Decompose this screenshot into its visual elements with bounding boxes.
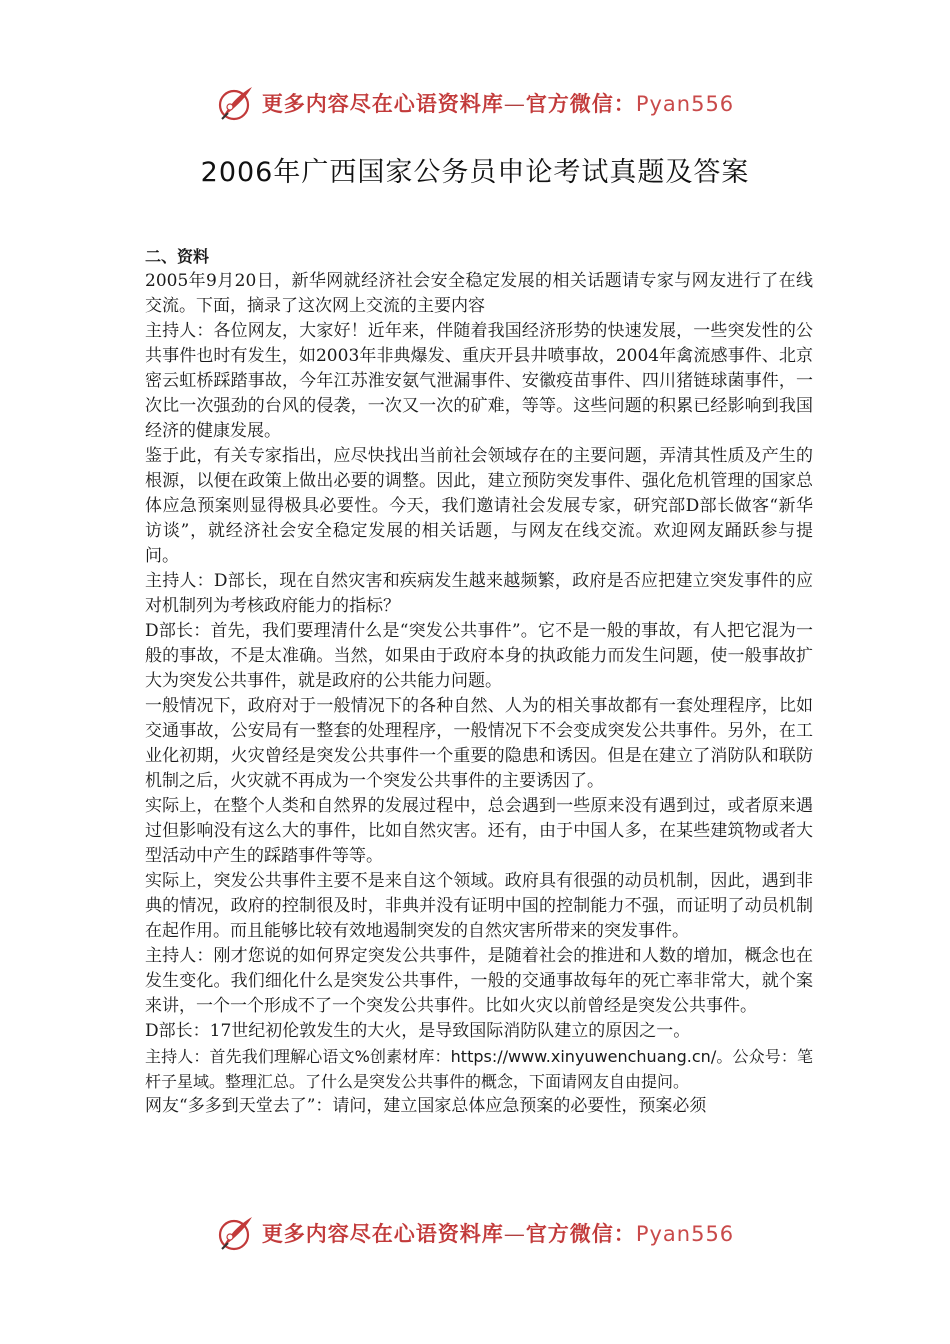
banner-separator: — bbox=[503, 92, 526, 116]
paragraph: 鉴于此，有关专家指出，应尽快找出当前社会领域存在的主要问题，弄清其性质及产生的根源，以便在政策上做出必要的调整。因此，建立预防突发事件、强化危机管理的国家总体应急预案则显得极具必要性。今天，我们邀请社会发展专家，研究部D部长做客“新华访谈”，就经济社会安全稳定发展的相关话题，与网友在线交流。欢迎网友踊跃参与提问。 bbox=[145, 446, 813, 566]
paragraph: 实际上，突发公共事件主要不是来自这个领域。政府具有很强的动员机制，因此，遇到非典的情况，政府的控制很及时，非典并没有证明中国的控制能力不强，而证明了动员机制在起作用。而且能够比较有效地遏制突发的自然灾害所带来的突发事件。 bbox=[145, 871, 813, 941]
paragraph: D部长：首先，我们要理清什么是“突发公共事件”。它不是一般的事故，有人把它混为一般的事故，不是太准确。当然，如果由于政府本身的执政能力而发生问题，使一般事故扩大为突发公共事件，就是政府的公共能力问题。 bbox=[145, 621, 813, 691]
banner-wechat-id: Pyan556 bbox=[635, 1222, 735, 1246]
paragraph: 网友“多多到天堂去了”：请问，建立国家总体应急预案的必要性，预案必须 bbox=[145, 1096, 707, 1116]
banner-main-text: 更多内容尽在心语资料库 bbox=[261, 1221, 504, 1246]
paragraph: 主持人：各位网友，大家好！近年来，伴随着我国经济形势的快速发展，一些突发性的公共事件也时有发生，如2003年非典爆发、重庆开县井喷事故，2004年禽流感事件、北京密云虹桥踩踏事故，今年江苏淮安氨气泄漏事件、安徽疫苗事件、四川猪链球菌事件，一次比一次强劲的台风的侵袭，一次又一次的矿难，等等。这些问题的积累已经影响到我国经济的健康发展。 bbox=[145, 321, 813, 441]
section-heading: 二、资料 bbox=[145, 247, 210, 266]
quill-logo-icon bbox=[216, 83, 256, 123]
paragraph: 一般情况下，政府对于一般情况下的各种自然、人为的相关事故都有一套处理程序，比如交通事故，公安局有一整套的处理程序，一般情况下不会变成突发公共事件。另外，在工业化初期，火灾曾经是突发公共事件一个重要的隐患和诱因。但是在建立了消防队和联防机制之后，火灾就不再成为一个突发公共事件的主要诱因了。 bbox=[145, 696, 813, 791]
banner-wechat-label: 官方微信： bbox=[525, 91, 636, 116]
quill-logo-icon bbox=[216, 1213, 256, 1253]
paragraph: 主持人：D部长，现在自然灾害和疾病发生越来越频繁，政府是否应把建立突发事件的应对机制列为考核政府能力的指标？ bbox=[145, 571, 813, 616]
paragraph: 主持人：刚才您说的如何界定突发公共事件，是随着社会的推进和人数的增加，概念也在发生变化。我们细化什么是突发公共事件，一般的交通事故每年的死亡率非常大，就个案来讲，一个一个形成不了一个突发公共事件。比如火灾以前曾经是突发公共事件。 bbox=[145, 946, 813, 1016]
paragraph: D部长：17世纪初伦敦发生的大火，是导致国际消防队建立的原因之一。 bbox=[145, 1021, 691, 1041]
top-watermark-banner bbox=[0, 80, 950, 126]
banner-main-text: 更多内容尽在心语资料库 bbox=[261, 91, 504, 116]
banner-wechat-id: Pyan556 bbox=[635, 92, 735, 116]
banner-wechat-label: 官方微信： bbox=[525, 1221, 636, 1246]
inserted-notice-paragraph: 主持人：首先我们理解心语文%创素材库：https://www.xinyuwenchuang.cn/。公众号：笔杆子星域。整理汇总。了什么是突发公共事件的概念，下面请网友自由提问。 bbox=[145, 1047, 813, 1091]
paragraph: 2005年9月20日，新华网就经济社会安全稳定发展的相关话题请专家与网友进行了在线交流。下面，摘录了这次网上交流的主要内容 bbox=[145, 271, 813, 316]
document-body bbox=[145, 244, 813, 1119]
banner-separator: — bbox=[503, 1222, 526, 1246]
bottom-watermark-banner bbox=[0, 1210, 950, 1256]
paragraph: 实际上，在整个人类和自然界的发展过程中，总会遇到一些原来没有遇到过，或者原来遇过但影响没有这么大的事件，比如自然灾害。还有，由于中国人多，在某些建筑物或者大型活动中产生的踩踏事件等等。 bbox=[145, 796, 813, 866]
document-title: 2006年广西国家公务员申论考试真题及答案 bbox=[200, 157, 750, 188]
